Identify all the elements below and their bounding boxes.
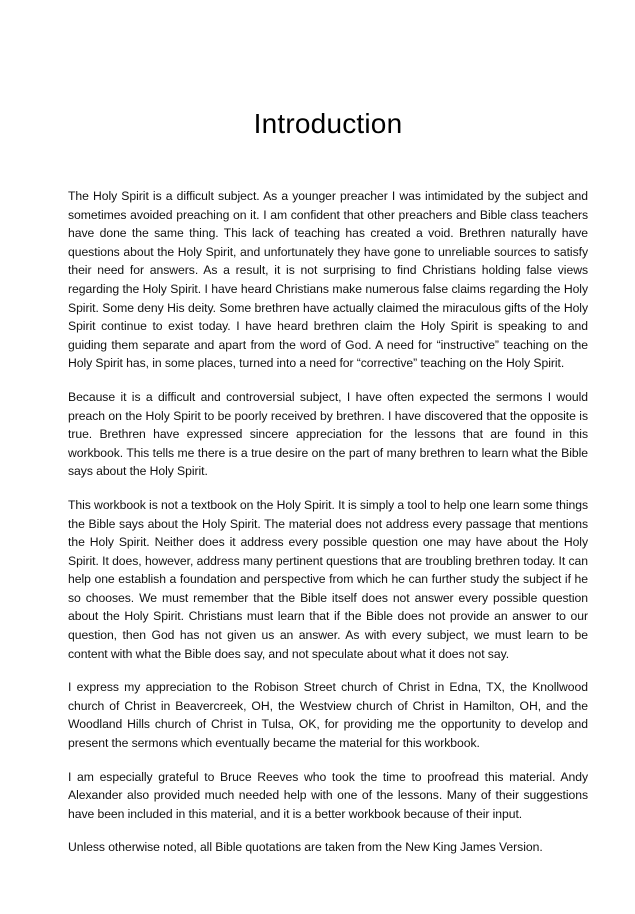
- paragraph: Unless otherwise noted, all Bible quotations are taken from the New King James Version.: [68, 840, 543, 855]
- page-title: Introduction: [253, 108, 403, 139]
- body-text: [68, 187, 588, 857]
- paragraph: I express my appreciation to the Robison Street church of Christ in Edna, TX, the Knollwood church of Christ in Beavercreek, OH, the Westview church of Christ in Hamilton, OH, and the Woodland Hills church of Christ in Tulsa, OK, for providing me the opportunity to develop and present the sermons which eventually became the material for this workbook.: [68, 680, 588, 751]
- paragraph: Because it is a difficult and controversial subject, I have often expected the sermons I would preach on the Holy Spirit to be poorly received by brethren. I have discovered that the opposite is true. Brethren have expressed sincere appreciation for the lessons that are found in this workbook. This tells me there is a true desire on the part of many brethren to learn what the Bible says about the Holy Spirit.: [68, 389, 588, 479]
- paragraph: This workbook is not a textbook on the Holy Spirit. It is simply a tool to help one learn some things the Bible says about the Holy Spirit. The material does not address every passage that mentions the Holy Spirit. Neither does it address every possible question one may have about the Holy Spirit. It does, however, address many pertinent questions that are troubling brethren today. It can help one establish a foundation and perspective from which he can further study the subject if he so chooses. We must remember that the Bible itself does not answer every possible question about the Holy Spirit. Christians must learn that if the Bible does not provide an answer to our question, then God has not given us an answer. As with every subject, we must learn to be content with what the Bible does say, and not speculate about what it does not say.: [68, 497, 588, 661]
- page-content: [68, 0, 588, 857]
- paragraph: I am especially grateful to Bruce Reeves who took the time to proofread this material. Andy Alexander also provided much needed help with one of the lessons. Many of their suggestions have been included in this material, and it is a better workbook because of their input.: [68, 769, 588, 821]
- paragraph: The Holy Spirit is a difficult subject. As a younger preacher I was intimidated by the subject and sometimes avoided preaching on it. I am confident that other preachers and Bible class teachers have done the same thing. This lack of teaching has created a void. Brethren naturally have questions about the Holy Spirit, and unfortunately they have gone to unreliable sources to satisfy their need for answers. As a result, it is not surprising to find Christians holding false views regarding the Holy Spirit. I have heard Christians make numerous false claims regarding the Holy Spirit. Some deny His deity. Some brethren have actually claimed the miraculous gifts of the Holy Spirit continue to exist today. I have heard brethren claim the Holy Spirit is speaking to and guiding them separate and apart from the word of God. A need for “instructive” teaching on the Holy Spirit has, in some places, turned into a need for “corrective” teaching on the Holy Spirit.: [68, 189, 588, 371]
